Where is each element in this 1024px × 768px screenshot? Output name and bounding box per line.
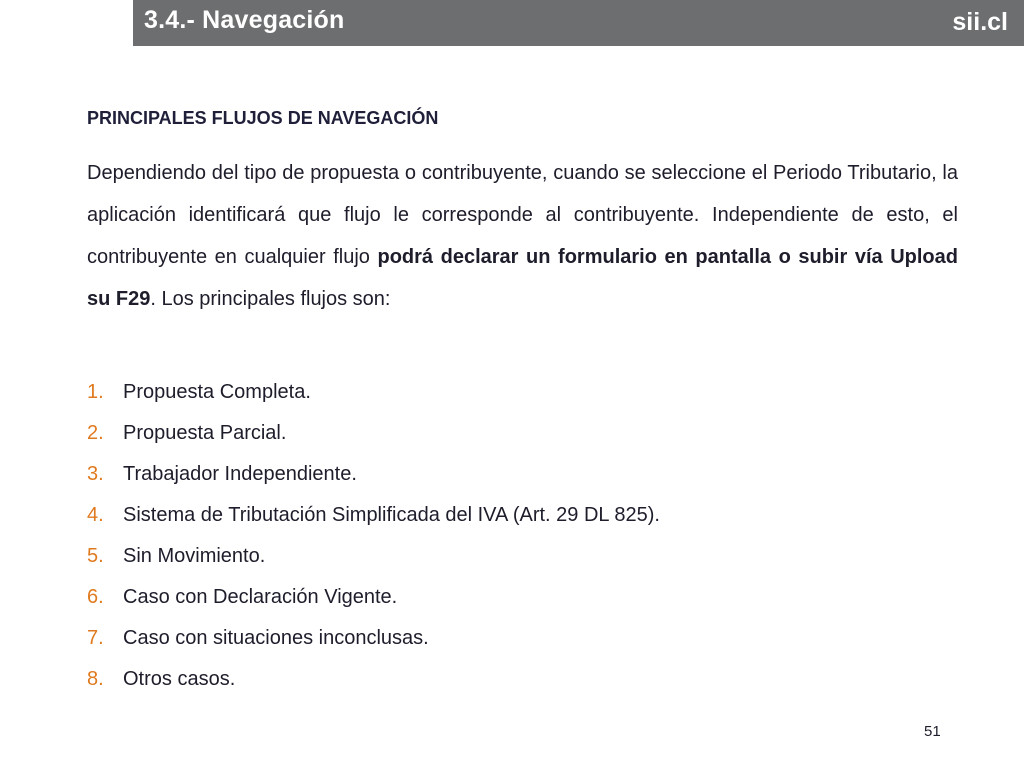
intro-text-part1: Dependiendo del tipo de propuesta o contribuyente, cuando se seleccione el Periodo Tributario, la aplicación identificará que flujo le corresponde al contribuyente. Independiente de esto, el contribuyente en cualquier flujo: [87, 162, 958, 268]
list-item-number: 6.: [87, 586, 104, 608]
list-item-label: Sin Movimiento.: [123, 545, 266, 567]
list-item-label: Trabajador Independiente.: [123, 463, 357, 485]
list-item-number: 4.: [87, 504, 104, 526]
list-item-number: 2.: [87, 422, 104, 444]
list-item-label: Caso con situaciones inconclusas.: [123, 627, 429, 649]
list-item: [87, 659, 958, 700]
header-bar: [133, 0, 1024, 46]
list-item: [87, 577, 958, 618]
list-item-number: 5.: [87, 545, 104, 567]
intro-text-bold: podrá declarar un formulario en pantalla o subir vía Upload su F29: [87, 246, 958, 310]
sii-logo: sii.cl: [952, 8, 1008, 36]
page-title: 3.4.- Navegación: [144, 6, 345, 34]
list-item-label: Propuesta Completa.: [123, 381, 311, 403]
list-item: [87, 618, 958, 659]
intro-paragraph: [87, 152, 958, 320]
list-item: [87, 413, 958, 454]
list-item: [87, 536, 958, 577]
list-item-label: Caso con Declaración Vigente.: [123, 586, 398, 608]
intro-text-part2: . Los principales flujos son:: [150, 288, 391, 310]
list-item-number: 3.: [87, 463, 104, 485]
page-number: 51: [924, 723, 941, 740]
content-area: [87, 104, 958, 700]
list-item-label: Otros casos.: [123, 668, 236, 690]
list-item: [87, 454, 958, 495]
list-item-number: 1.: [87, 381, 104, 403]
section-title: PRINCIPALES FLUJOS DE NAVEGACIÓN: [87, 108, 439, 128]
list-item: [87, 495, 958, 536]
flow-list: [87, 372, 958, 700]
list-item-number: 8.: [87, 668, 104, 690]
list-item-label: Sistema de Tributación Simplificada del IVA (Art. 29 DL 825).: [123, 504, 660, 526]
list-item-number: 7.: [87, 627, 104, 649]
list-item-label: Propuesta Parcial.: [123, 422, 287, 444]
list-item: [87, 372, 958, 413]
